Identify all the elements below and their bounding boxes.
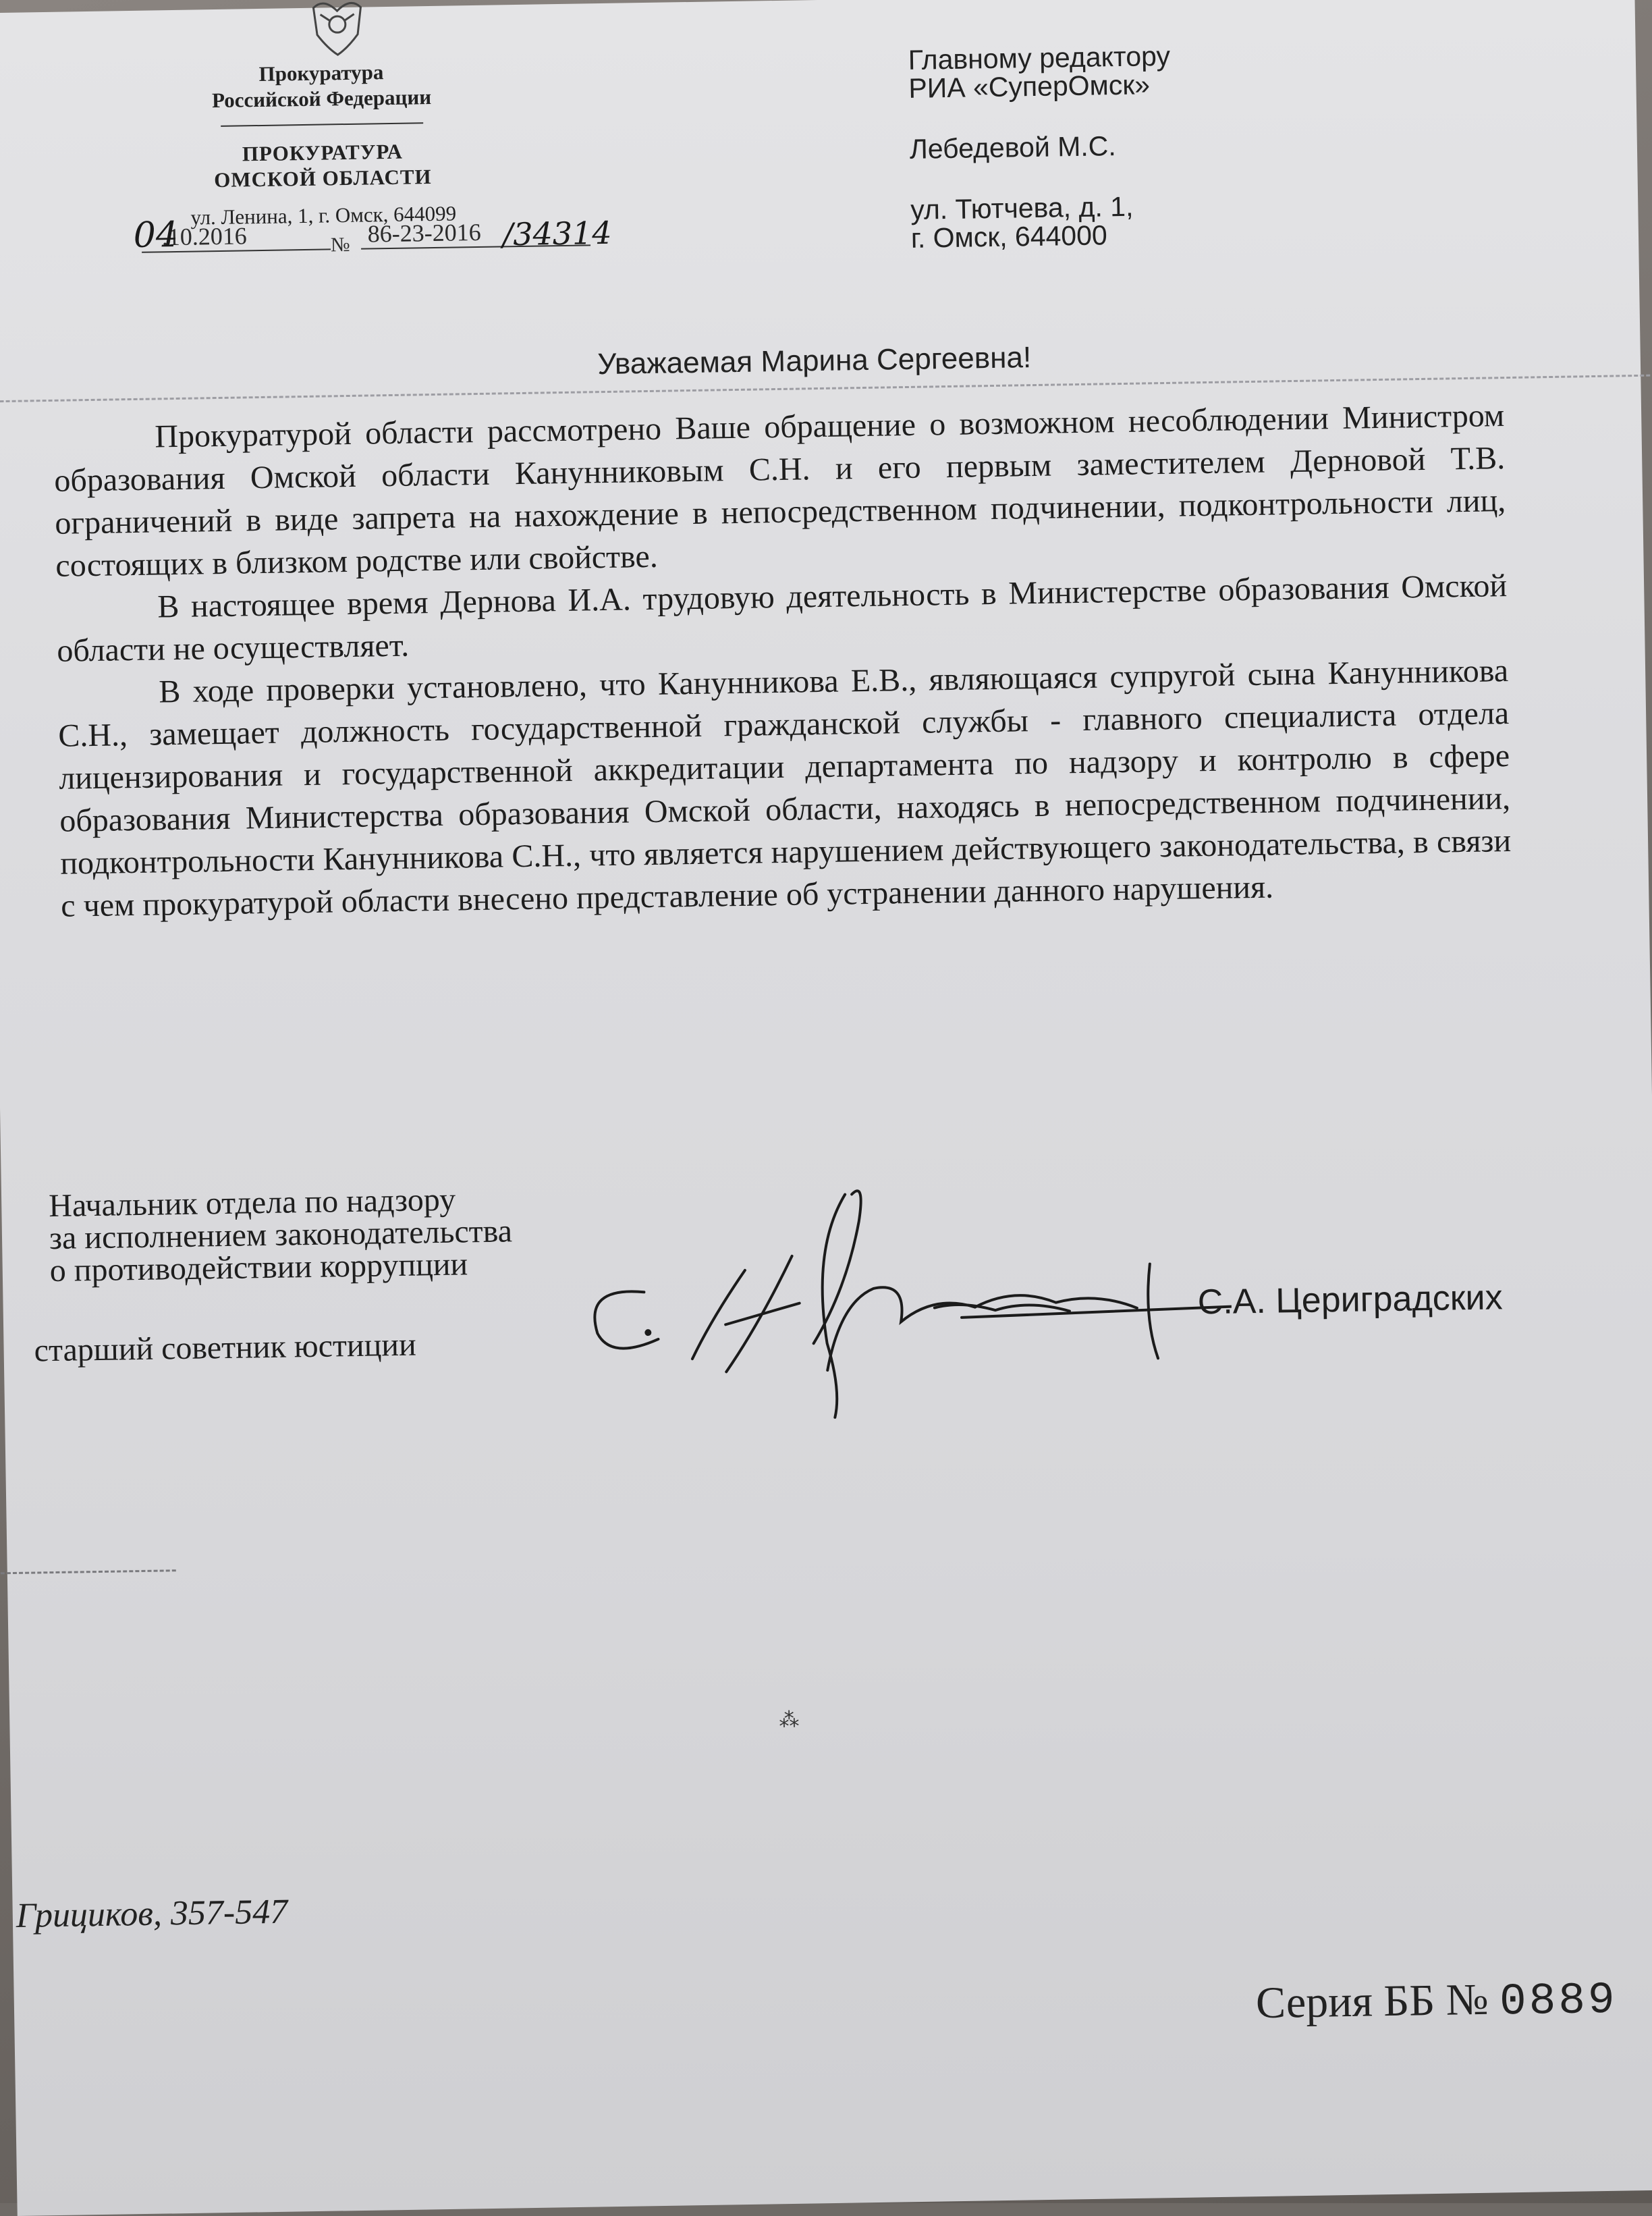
outgoing-number: 86-23-2016 (360, 216, 590, 249)
number-label: № (330, 233, 350, 256)
signatory-title-line: о противодействии коррупции (49, 1246, 468, 1289)
letterhead-divider (221, 122, 423, 127)
handwritten-day: 04 (133, 214, 179, 256)
addressee-line: РИА «СуперОмск» (908, 69, 1151, 104)
letterhead (132, 57, 513, 231)
form-series (1255, 1972, 1618, 2031)
signatory-rank: старший советник юстиции (34, 1326, 417, 1369)
series-label: Серия ББ № (1255, 1974, 1489, 2028)
addressee-city: г. Омск, 644000 (910, 219, 1108, 254)
series-number: 0889 (1499, 1974, 1618, 2028)
coat-of-arms-emblem (300, 0, 375, 59)
signatory-name: С.А. Цериградских (1197, 1278, 1504, 1322)
addressee-street: ул. Тютчева, д. 1, (910, 190, 1134, 225)
body-paragraph: В настоящее время Дернова И.А. трудовую деятельность в Министерстве образования Омской области не осуществляет. (56, 568, 1508, 669)
signatory-title-line: Начальник отдела по надзору (48, 1181, 456, 1224)
handwritten-signature (555, 1162, 1234, 1456)
letter-date: .10.2016 (141, 220, 331, 252)
body-paragraph: Прокуратурой области рассмотрено Ваше обращение о возможном несоблюдении Министром образования Омской области Канунниковым С.Н. и его первым заместителем Дерновой Т.В. ограничений в виде запрета на нахождение в непосредственном подчинении, подконтрольности лиц, состоящих в близком родстве или свойстве. (53, 398, 1506, 584)
body-paragraph: В ходе проверки установлено, что Канунникова Е.В., являющаяся супругой сына Канунникова С.Н., замещает должность государственной гражданской службы - главного специалиста отдела лицензирования и государственной аккредитации департамента по надзору и контролю в сфере образования Министерства образования Омской области, находясь в непосредственном подчинении, подконтрольности Канунникова С.Н., что является нарушением действующего законодательства, в связи с чем прокуратурой области внесено представление об устранении данного нарушения. (57, 653, 1512, 924)
addressee-block (908, 39, 1316, 252)
signatory-title-line: за исполнением законодательства (49, 1213, 513, 1257)
cut-line (1, 1569, 176, 1574)
addressee-line: Главному редактору (908, 40, 1171, 76)
letter-body (53, 394, 1512, 927)
letterhead-address: ул. Ленина, 1, г. Омск, 644099 (190, 201, 457, 229)
letterhead-line: ПРОКУРАТУРА (242, 139, 404, 166)
handwritten-number: /34314 (502, 214, 613, 253)
salutation: Уважаемая Марина Сергеевна! (597, 341, 1032, 381)
letterhead-line: Российской Федерации (211, 85, 432, 113)
registration-line (128, 209, 641, 271)
paper-speck: ⁂ (779, 1708, 800, 1732)
letterhead-line: ОМСКОЙ ОБЛАСТИ (213, 165, 432, 192)
addressee-name: Лебедевой М.С. (909, 130, 1117, 165)
executor-note: Грициков, 357-547 (16, 1892, 288, 1935)
letterhead-line: Прокуратура (258, 60, 384, 86)
